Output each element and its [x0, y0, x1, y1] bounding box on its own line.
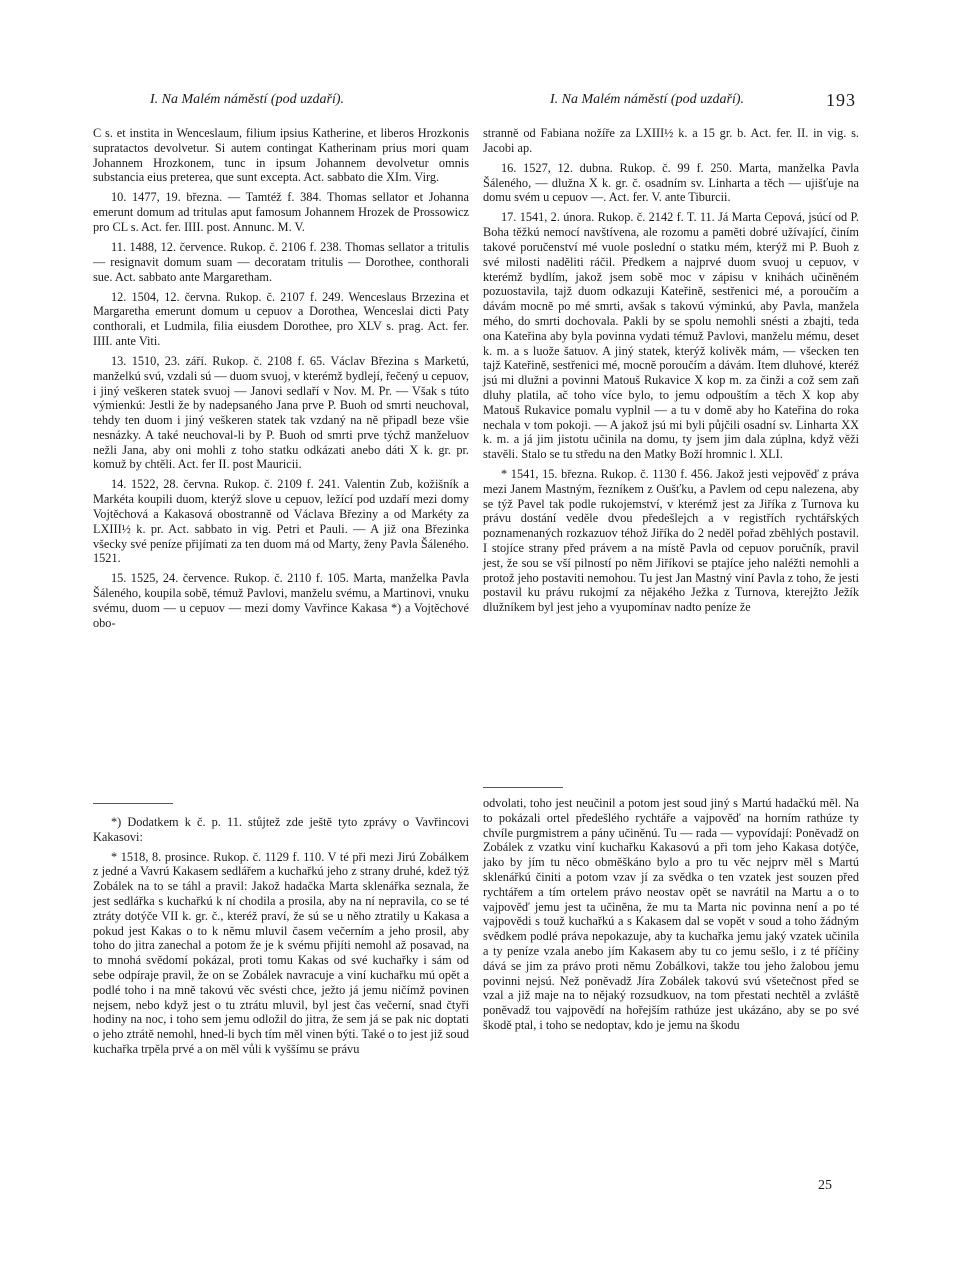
signature-mark: 25	[818, 1178, 832, 1193]
paragraph: 12. 1504, 12. června. Rukop. č. 2107 f. 249. Wenceslaus Brzezina et Margaretha emerunt domum u cepuov a Dorothea, Wenceslai dicti Paty conthorali, et Ludmila, filia eiusdem Dorothee, pro XLV s. prag. Act. fer. IIII. ante Viti.	[93, 289, 469, 348]
paragraph: * 1541, 15. března. Rukop. č. 1130 f. 456. Jakož jesti vejpověď z práva mezi Janem Mastným, řezníkem z Oušťku, a Pavlem od cepu nalezena, aby se týž Pavel tak podle rukojemství, v kterémž jest za Jiříka z Turnova ku právu dostání veděle dvou předešlejch a v registřích rychtářských poznamenaných rozkazuov téhož Jiříka do 2 neděl pořad zběhlých postavil. I stojíce strany před právem a na místě Pavla od cepuov poručník, pravil jest, že sou se vší pilností po něm Jiříkovi se ptajíce jeho naléžti nemohli a protož jeho postaviti nemohou. Tu jest Jan Mastný viní Pavla z toho, že jesti postavil ku právu rukojmí za nějakého Ježka z Turnova, kterejžto Ježík dlužníkem byl jest jeho a vyupomínav nadto peníze že	[483, 467, 859, 615]
paragraph: * 1518, 8. prosince. Rukop. č. 1129 f. 110. V té při mezi Jirú Zobálkem z jedné a Vavrú Kakasem sedlářem a kuchařkú jeho z strany druhé, kdež týž Zobálek na to se táhl a pravil: Jakož hadačka Marta sklenářka seznala, že jest sedlářka s kuchařkú k ní chodila a prosila, aby na ní nepravila, co se té ztráty dotýče VII k. gr. č., kteréž praví, že sú se u něho ztratily u Kakasa a pokud jest Kakas o to k němu mluvil časem večerním a jeho prosil, aby toho do jitra zanechal a potom že je k svému přijíti nemohl až posavad, na to mnohá svědomí pokázal, proti tomu Kakas od své kuchařky i sám od sebe odpíraje pravil, že on se Zobálek navracuje a viní kuchařku mú opět a podlé toho i na mně takovú věc svésti chce, ježto já jemu ničímž povinen nejsem, nebo když jest o tu ztrátu mluvil, byl jest čas večerní, snad čtyři hodiny na noc, i toho sem jemu odložil do jitra, že sem já se pak nic doptati o jeho ztrátě nemohl, hned-li bych tím měl vinen býti. Také o to jest již soud kuchařka trpěla prvé a on měl vůli k vyššímu se právu	[93, 849, 469, 1056]
running-header-left: I. Na Malém náměstí (pod uzdaří).	[150, 92, 345, 107]
paragraph: 13. 1510, 23. září. Rukop. č. 2108 f. 65. Václav Březina s Marketú, manželkú svú, vzdali sú — duom svuoj, v kterémž bydlejí, řečený u cepuov, i jiný veškeren statek svuoj — Janovi sedlaří v Nov. M. Pr. — Však s túto výmienkú: Jestli že by nadepsaného Jana prve P. Buoh od smrti neuchoval, tehdy ten duom i jiný veškeren statek tak vzdaný na ně připadl beze všie nesnázky. A také neuchoval-li by P. Buoh od smrti prve týchž manželuov nežli Jana, aby oni mohli z toho statku odkázati anebo dáti X k. gr. pr. komuž by chtěli. Act. fer II. post Mauricii.	[93, 353, 469, 472]
paragraph: C s. et instita in Wenceslaum, filium ipsius Katherine, et liberos Hrozkonis supratactos devolvetur. Si autem contingat Katherinam prius mori quam Johannem Hrozkonem, tunc in ipsum Johannem devolvetur omnis substancia eius preterea, que sunt excepta. Act. sabbato die XIm. Virg.	[93, 126, 469, 185]
paragraph: 11. 1488, 12. července. Rukop. č. 2106 f. 238. Thomas sellator a tritulis — resignavit domum suam — decoratam tritulis — Dorothee, conthorali sue. Act. sabbato ante Margaretham.	[93, 239, 469, 284]
right-column-continuation	[483, 796, 859, 1033]
paragraph: 10. 1477, 19. března. — Tamtéž f. 384. Thomas sellator et Johanna emerunt domum ad tritulas aput famosum Johannem Hrozek de Prossowicz pro CL s. Act. fer. IIII. post. Annunc. M. V.	[93, 190, 469, 234]
right-column	[483, 126, 859, 620]
running-header-right: I. Na Malém náměstí (pod uzdaří).	[550, 92, 745, 107]
page-number: 193	[826, 90, 856, 110]
footnote-separator	[93, 803, 173, 804]
paragraph: 17. 1541, 2. února. Rukop. č. 2142 f. T. 11. Já Marta Cepová, jsúcí od P. Boha těžkú nemocí navštívena, ale rozomu a paměti dobré užívající, činím takové poručenství mé vuole poslední o statku mém, kterýž mi P. Buoh z své milosti naděliti ráčil. Předkem a najprvé duom svuoj u cepuov, v kterémž bydlím, jakož jsem sobě moc v zápisu v knihách učiněném pozuostavila, tajž duom odkazuji Kateřině, sestřenici mé, a poroučím a dávám mocně po mé smrti, avšak s takovú výminkú, aby Pavla, manžela mého, do smrti dochovala. Pakli by se spolu nemohli snésti a zbajti, teda ona Kateřina aby byla povinna vydati témuž Pavlovi, manželu mému, deset k. m. a s luože šatuov. A jiný statek, kterýž kolivěk mám, — všecken ten tajž Kateřině, sestřenici mé, mocně poroučím a dávám. Item dluhové, kteréž jsú mi dlužni a povinni Matouš Rukavice X kop m. za činži a což sem zaň dluhy platila, ač toho více bylo, to jemu odpouštím a těch X kop aby Matouš Rukavice pomalu vyplnil — a tu v domě aby ho Kateřina do roka nechala v tom pokoji. — A jakož jsú mi byli půjčili osadní sv. Linharta XX k. m. a já jim jistotu učinila na domu, ty jsem jim dala zúplna, když věži stavěli. Stalo se tu středu na den Matky Boží hromnic l. XLI.	[483, 210, 859, 462]
footnote-separator-right	[483, 787, 563, 788]
paragraph: *) Dodatkem k č. p. 11. stůjtež zde ještě tyto zprávy o Vavřincovi Kakasovi:	[93, 815, 469, 844]
footnotes	[93, 815, 469, 1062]
paragraph: stranně od Fabiana nožíře za LXIII½ k. a 15 gr. b. Act. fer. II. in vig. s. Jacobi ap.	[483, 126, 859, 155]
paragraph: 14. 1522, 28. června. Rukop. č. 2109 f. 241. Valentin Zub, kožišník a Markéta koupili duom, kterýž slove u cepuov, ležící pod uzdaří mezi domy Vojtěchová a Kakasová obostranně od Václava Březiny a od Markéty za LXIII½ k. pr. Act. sabbato in vig. Petri et Pauli. — A již ona Březinka všecky své peníze přijímati za ten duom má od Marty, ženy Pavla Šáleného. 1521.	[93, 477, 469, 566]
paragraph: 16. 1527, 12. dubna. Rukop. č. 99 f. 250. Marta, manželka Pavla Šáleného, — dlužna X k. gr. č. osadním sv. Linharta a těch — ujišťuje na domu svém u cepuov —. Act. fer. V. ante Tiburcii.	[483, 160, 859, 205]
paragraph: odvolati, toho jest neučinil a potom jest soud jiný s Martú hadačkú měl. Na to pokázali ortel předešlého rychtáře a vajpověď na horním rathúze ty chvíle purgmistrem a pány učiněnú. Tu — rada — vypovídají: Poněvadž on Zobálek z vzatku viní kuchařku Kakasovú a při tom jeho Kakasa dotýče, jako by jím tu něco obměškáno bylo a pro tu věc nejprv měl s Martú sklenářkú činiti a potom vzav jí za svědka o ten vzatek jest souzen před rychtářem a tím ortelem právo neostav opět se navrátil na Martu a o to vajpověď jemu jest ta učiněna, že mu ta Marta nic povinna není a po té vajpovědi s touž kuchařkú a s Kakasem dal se vopět v soud a toho žádným svědkem podlé práva nepokazuje, aby ta kuchařka jemu jaký vzatek učinila a ty peníze vzala anebo jím Kakasem aby tu co jemu sešlo, i z té příčiny dává se jim za právo proti němu Zobálkovi, takže tou jeho žalobou jemu povinni nejsú. Než poněvadž Jíra Zobálek takovú svú všetečnost před se vzal a již maje na to nějaký rozsudkuov, na tom přestati nechtěl a zvláště poněvadž tou vajpovědí na hořejším rathúze jest ukázáno, aby se po své škodě ptal, i toho se nedoptav, kdo je jemu na škodu	[483, 796, 859, 1032]
left-column	[93, 126, 469, 636]
paragraph: 15. 1525, 24. července. Rukop. č. 2110 f. 105. Marta, manželka Pavla Šáleného, koupila sobě, témuž Pavlovi, manželu svému, a Martinovi, vnuku svému, duom — u cepuov — mezi domy Vavřince Kakasa *) a Vojtěchové obo-	[93, 571, 469, 630]
